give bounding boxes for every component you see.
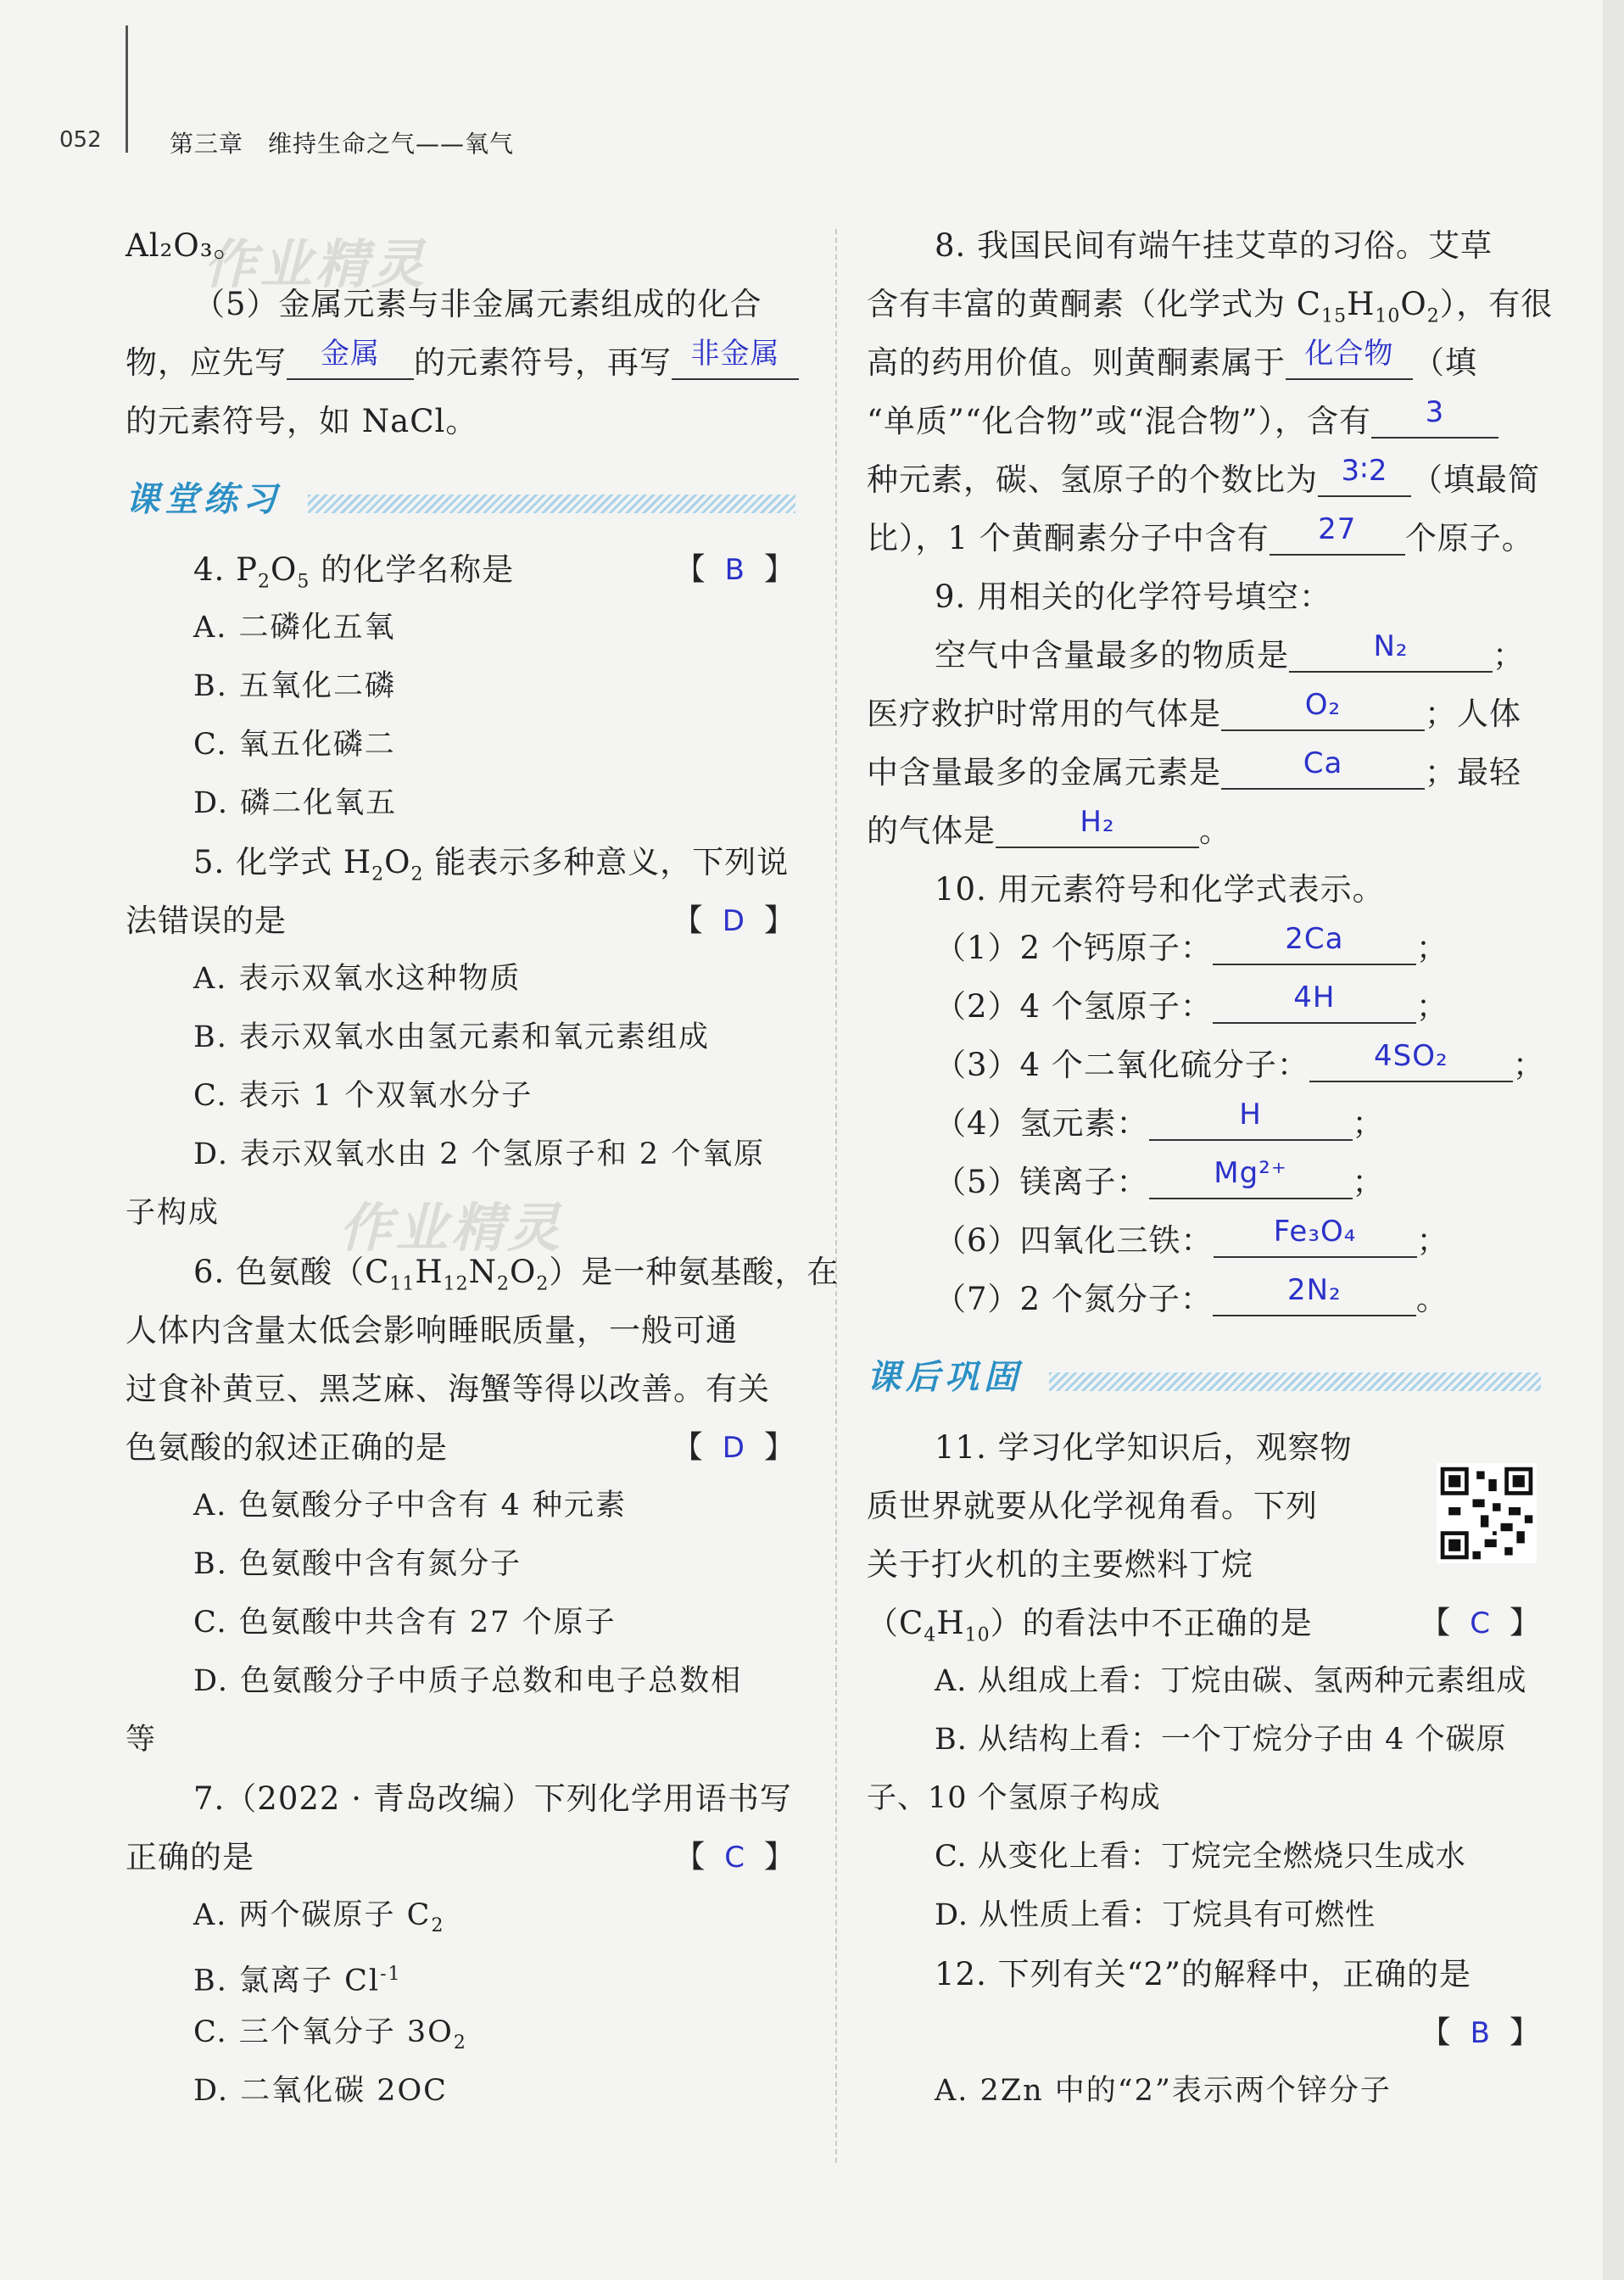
- answer-text: 2Ca: [1285, 922, 1344, 956]
- q8-text: ），有很: [1439, 286, 1554, 322]
- subscript: 2: [431, 1915, 445, 1936]
- header-vertical-rule: [126, 25, 128, 153]
- bracket-close: 】: [1509, 2015, 1541, 2050]
- q9-line5: [867, 802, 1541, 860]
- q8-text: 种元素，碳、氢原子的个数比为: [867, 461, 1318, 498]
- q8-text: （填: [1413, 344, 1477, 381]
- q5-option-b: B. 表示双氧水由氢元素和氧元素组成: [193, 1020, 710, 1054]
- q6-text: O: [510, 1254, 537, 1290]
- q8-line5: [867, 450, 1541, 509]
- q5-stem: [126, 833, 795, 891]
- intro-formula: Al₂O₃。: [126, 227, 246, 264]
- q5-option-d-cont: 子构成: [126, 1196, 220, 1230]
- q10-item-7: [867, 1270, 1541, 1328]
- subscript: 2: [371, 863, 385, 886]
- subscript: 2: [410, 863, 424, 886]
- answer-blank: [1371, 395, 1498, 439]
- q6-text: N: [468, 1254, 498, 1290]
- q10-punct: ；: [1512, 1047, 1545, 1083]
- answer-blank: [996, 805, 1199, 848]
- page-gutter-shadow: [1603, 0, 1624, 2280]
- q6-text: H: [415, 1254, 444, 1290]
- answer-text: H₂: [1080, 805, 1115, 839]
- answer-text: Ca: [1303, 746, 1343, 780]
- answer-choice: D: [722, 1431, 745, 1465]
- q7-stem: 7.（2022 · 青岛改编）下列化学用语书写: [193, 1780, 792, 1817]
- q4-option-d: D. 磷二化氧五: [193, 786, 398, 820]
- q8-text: 比），1 个黄酮素分子中含有: [867, 520, 1270, 556]
- bracket-close: 】: [763, 1430, 795, 1465]
- q6-option-b: B. 色氨酸中含有氮分子: [193, 1547, 522, 1581]
- q8-line2: [867, 275, 1554, 333]
- answer-text: 27: [1318, 512, 1357, 546]
- bracket-close: 】: [763, 1840, 795, 1875]
- bracket-open: 【: [674, 552, 706, 587]
- answer-bracket: [1420, 1594, 1541, 1653]
- item5-line1: （5）金属元素与非金属元素组成的化合: [193, 286, 762, 322]
- q12-option-a: A. 2Zn 中的“2”表示两个锌分子: [935, 2074, 1392, 2108]
- q7-text: 正确的是: [126, 1839, 254, 1875]
- q9-text: ；最轻: [1425, 754, 1521, 791]
- subscript: 11: [389, 1273, 416, 1295]
- q11-option-d: D. 从性质上看：丁烷具有可燃性: [935, 1898, 1376, 1932]
- q5-text: 5. 化学式 H: [193, 844, 372, 880]
- q9-line4: [867, 743, 1541, 802]
- q10-punct: ；: [1415, 930, 1448, 966]
- q11-line2: 质世界就要从化学视角看。下列: [867, 1488, 1318, 1524]
- bracket-close: 】: [763, 903, 795, 938]
- q10-punct: ；: [1352, 1105, 1385, 1142]
- q6-text: 色氨酸的叙述正确的是: [126, 1429, 448, 1466]
- answer-blank: [1289, 629, 1493, 673]
- answer-text: 4H: [1293, 981, 1336, 1014]
- answer-text: N₂: [1373, 629, 1409, 663]
- answer-text: Fe₃O₄: [1273, 1215, 1357, 1249]
- answer-text: 非金属: [690, 337, 780, 371]
- q5-option-d: D. 表示双氧水由 2 个氢原子和 2 个氧原: [193, 1137, 766, 1171]
- q9-text: 中含量最多的金属元素是: [867, 754, 1221, 791]
- subscript: 10: [964, 1624, 991, 1646]
- section-header-after-class: [867, 1338, 1541, 1411]
- section-title: 课后巩固: [867, 1358, 1023, 1397]
- q7-stem-cont: [126, 1828, 795, 1886]
- q9-text: 的气体是: [867, 813, 996, 849]
- q6-option-d: D. 色氨酸分子中质子总数和电子总数相: [193, 1664, 743, 1698]
- answer-blank: [1221, 688, 1425, 731]
- q10-line1: 10. 用元素符号和化学式表示。: [935, 871, 1385, 908]
- q7-option-a: [126, 1886, 795, 1945]
- q10-label: （1）2 个钙原子：: [935, 930, 1213, 966]
- answer-choice: C: [1470, 1607, 1491, 1640]
- q11-line4: [867, 1594, 1541, 1652]
- item5-text: 的元素符号，再写: [414, 344, 672, 381]
- emphasis-char: 确: [1215, 1605, 1248, 1641]
- emphasis-char: 正: [1183, 1605, 1216, 1641]
- q9-text: 空气中含量最多的物质是: [935, 637, 1289, 673]
- q8-line4: [867, 392, 1541, 450]
- q11-line1: 11. 学习化学知识后，观察物: [935, 1429, 1353, 1466]
- item5-line2: [126, 333, 795, 392]
- q10-label: （7）2 个氮分子：: [935, 1281, 1213, 1317]
- chapter-title: 第三章 维持生命之气——氧气: [170, 130, 515, 158]
- subscript: 2: [453, 2032, 467, 2054]
- q11-text: 的是: [1247, 1605, 1313, 1641]
- option-text: B. 氯离子 Cl: [193, 1964, 381, 1998]
- subscript: 12: [443, 1273, 469, 1295]
- q6-stem: [126, 1243, 840, 1301]
- q7-option-d: D. 二氧化碳 2OC: [193, 2074, 448, 2108]
- subscript: 2: [1426, 305, 1440, 327]
- answer-blank: [1149, 1156, 1353, 1199]
- section-decoration: [1049, 1372, 1541, 1391]
- item5-line3: 的元素符号，如 NaCl。: [126, 403, 478, 439]
- q6-line2: 人体内含量太低会影响睡眠质量，一般可通: [126, 1312, 738, 1349]
- bracket-open: 【: [1420, 1606, 1452, 1640]
- answer-bracket: [674, 1828, 795, 1887]
- q6-option-a: A. 色氨酸分子中含有 4 种元素: [193, 1489, 628, 1523]
- q11-option-a: A. 从组成上看：丁烷由碳、氢两种元素组成: [935, 1664, 1527, 1698]
- answer-bracket: [675, 540, 795, 600]
- q8-text: O: [1400, 286, 1427, 322]
- q5-option-a: A. 表示双氧水这种物质: [193, 962, 522, 996]
- q5-text: 能表示多种意义，下列说: [423, 844, 790, 880]
- watermark-middle: 作业精灵: [339, 1197, 564, 1259]
- q4-text: 4. P: [193, 551, 258, 588]
- answer-blank: [1214, 1215, 1417, 1258]
- answer-text: 4SO₂: [1374, 1039, 1448, 1073]
- q9-text: 医疗救护时常用的气体是: [867, 696, 1221, 732]
- qr-code-icon[interactable]: [1437, 1463, 1537, 1563]
- q11-option-b: B. 从结构上看：一个丁烷分子由 4 个碳原: [935, 1723, 1507, 1757]
- answer-blank: [1213, 922, 1416, 965]
- bracket-close: 】: [763, 552, 795, 587]
- answer-choice: D: [722, 904, 745, 938]
- q9-text: 。: [1199, 813, 1231, 849]
- q8-text: “单质”“化合物”或“混合物”），含有: [867, 403, 1371, 439]
- subscript: 10: [1375, 305, 1401, 327]
- q10-punct: ；: [1352, 1164, 1385, 1200]
- q8-line6: [867, 509, 1541, 567]
- q10-label: （2）4 个氢原子：: [935, 988, 1213, 1025]
- answer-bracket: [672, 1418, 795, 1478]
- bracket-close: 】: [1509, 1606, 1541, 1640]
- answer-choice: B: [724, 553, 745, 587]
- q10-punct: 。: [1415, 1281, 1448, 1317]
- q6-text: ）是一种氨基酸，在: [549, 1254, 840, 1290]
- answer-choice: B: [1470, 2016, 1491, 2050]
- bracket-open: 【: [674, 1840, 706, 1875]
- answer-blank: [1213, 981, 1416, 1024]
- q10-punct: ；: [1416, 1222, 1449, 1259]
- superscript: -1: [380, 1964, 402, 1985]
- q9-text: ；人体: [1425, 696, 1521, 732]
- answer-blank: [1286, 337, 1413, 380]
- q12-line1: 12. 下列有关“2”的解释中，正确的是: [935, 1956, 1471, 1992]
- bracket-open: 【: [1420, 2015, 1452, 2050]
- section-title: 课堂练习: [126, 480, 282, 519]
- q9-line1: 9. 用相关的化学符号填空：: [935, 578, 1332, 615]
- answer-blank: [287, 337, 414, 380]
- subscript: 4: [924, 1624, 937, 1646]
- watermark-top: 作业精灵: [204, 233, 428, 295]
- q9-line2: [867, 626, 1541, 685]
- left-column: [126, 216, 840, 2121]
- q8-text: H: [1347, 286, 1376, 322]
- q9-text: ；: [1493, 637, 1525, 673]
- bracket-open: 【: [672, 1430, 704, 1465]
- q11-line3: 关于打火机的主要燃料丁烷: [867, 1546, 1253, 1583]
- q11-text: H: [936, 1605, 965, 1641]
- answer-text: O₂: [1304, 688, 1342, 722]
- q8-text: （填最简: [1411, 461, 1540, 498]
- q4-text: O: [270, 551, 298, 588]
- answer-text: 3∶2: [1341, 454, 1388, 488]
- q8-text: 个原子。: [1404, 520, 1534, 556]
- q10-label: （4）氢元素：: [935, 1105, 1149, 1142]
- q10-item-6: [867, 1211, 1541, 1270]
- q5-option-c: C. 表示 1 个双氧水分子: [193, 1079, 533, 1113]
- q6-option-c: C. 色氨酸中共含有 27 个原子: [193, 1606, 617, 1640]
- answer-choice: C: [724, 1841, 745, 1875]
- answer-blank: [1309, 1039, 1513, 1082]
- q7-option-c: [126, 2003, 795, 2062]
- answer-blank: [1270, 512, 1405, 556]
- item5-text: 物，应先写: [126, 344, 287, 381]
- section-decoration: [308, 495, 795, 513]
- subscript: 15: [1321, 305, 1348, 327]
- emphasis-char: 不: [1151, 1605, 1184, 1641]
- q4-option-c: C. 氧五化磷二: [193, 728, 396, 762]
- answer-text: 金属: [321, 337, 380, 371]
- q6-line3: 过食补黄豆、黑芝麻、海蟹等得以改善。有关: [126, 1371, 770, 1407]
- q4-stem: [126, 540, 795, 599]
- answer-text: Mg²⁺: [1214, 1156, 1287, 1190]
- column-divider: [835, 229, 837, 2163]
- q9-line3: [867, 685, 1541, 743]
- option-text: C. 三个氧分子 3O: [193, 2015, 454, 2049]
- q10-label: （3）4 个二氧化硫分子：: [935, 1047, 1309, 1083]
- answer-text: 3: [1425, 395, 1445, 429]
- q4-text: 的化学名称是: [310, 551, 515, 588]
- q5-text: O: [384, 844, 411, 880]
- answer-blank: [1149, 1098, 1353, 1141]
- q12-answer-line: [867, 2003, 1541, 2062]
- q7-option-b: [126, 1945, 795, 2003]
- q6-line4: [126, 1418, 795, 1477]
- q11-option-b-cont: 子、10 个氢原子构成: [867, 1781, 1161, 1815]
- q10-item-5: [867, 1153, 1541, 1211]
- q10-item-2: [867, 977, 1541, 1036]
- answer-text: 化合物: [1304, 337, 1394, 371]
- q4-option-b: B. 五氧化二磷: [193, 669, 396, 703]
- q4-option-a: A. 二磷化五氧: [193, 611, 396, 645]
- page-number: 052: [59, 127, 102, 153]
- option-text: A. 两个碳原子 C: [193, 1898, 432, 1932]
- answer-bracket: [1420, 2003, 1541, 2063]
- q10-item-3: [867, 1036, 1545, 1094]
- answer-bracket: [672, 891, 795, 951]
- q10-item-4: [867, 1094, 1541, 1153]
- right-column: [867, 216, 1554, 2121]
- subscript: 2: [497, 1273, 511, 1295]
- q11-option-c: C. 从变化上看：丁烷完全燃烧只生成水: [935, 1840, 1466, 1874]
- q8-text: 含有丰富的黄酮素（化学式为 C: [867, 286, 1322, 322]
- q5-stem-cont: [126, 891, 795, 950]
- answer-text: H: [1239, 1098, 1262, 1132]
- answer-text: 2N₂: [1286, 1273, 1342, 1307]
- subscript: 2: [257, 571, 271, 593]
- subscript: 5: [297, 571, 310, 593]
- q8-line3: [867, 333, 1541, 392]
- q6-option-d-cont: 等: [126, 1723, 157, 1757]
- q11-text: ）的看法中: [990, 1605, 1152, 1641]
- bracket-open: 【: [672, 903, 704, 938]
- q11-text: （C: [867, 1605, 924, 1641]
- q10-item-1: [867, 919, 1541, 977]
- section-header-classroom: [126, 461, 795, 534]
- q10-punct: ；: [1415, 988, 1448, 1025]
- q10-label: （5）镁离子：: [935, 1164, 1149, 1200]
- q8-line1: 8. 我国民间有端午挂艾草的习俗。艾草: [935, 227, 1493, 264]
- answer-blank: [672, 337, 799, 380]
- answer-blank: [1213, 1273, 1416, 1316]
- subscript: 2: [536, 1273, 550, 1295]
- q8-text: 高的药用价值。则黄酮素属于: [867, 344, 1286, 381]
- answer-blank: [1221, 746, 1425, 790]
- q10-label: （6）四氧化三铁：: [935, 1222, 1214, 1259]
- q5-text: 法错误的是: [126, 902, 287, 939]
- q6-text: 6. 色氨酸（C: [193, 1254, 390, 1290]
- answer-blank: [1318, 454, 1411, 497]
